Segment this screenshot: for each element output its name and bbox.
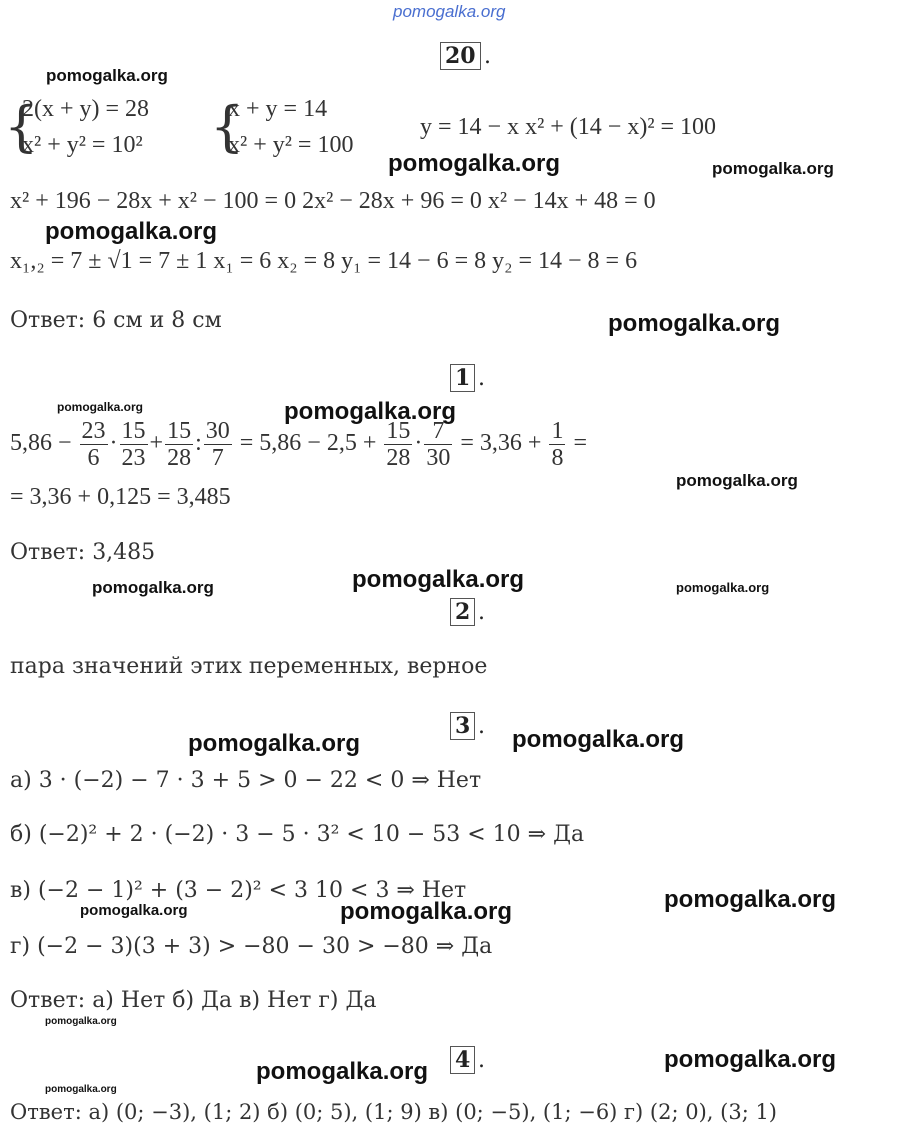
fraction [549, 418, 565, 471]
fraction-denominator: 6 [87, 445, 100, 471]
expr-mid: = 5,86 − 2,5 + [239, 430, 377, 457]
fraction [204, 418, 232, 471]
watermark: pomogalka.org [45, 1016, 117, 1027]
task-3-a: а) 3 · (−2) − 7 · 3 + 5 > 0 − 22 < 0 ⇒ Нет [10, 768, 482, 793]
task-3-c: в) (−2 − 1)² + (3 − 2)² < 3 10 < 3 ⇒ Нет [10, 878, 467, 903]
task-number-4: 4 [450, 1046, 475, 1074]
system-brace-1: { [4, 95, 39, 158]
top-watermark: pomogalka.org [393, 2, 506, 21]
task-number-20: 20 [440, 42, 481, 70]
task-3-b: б) (−2)² + 2 · (−2) · 3 − 5 · 3² < 10 − 53 < 10 ⇒ Да [10, 822, 585, 847]
answer-3: Ответ: а) Нет б) Да в) Нет г) Да [10, 988, 377, 1013]
op: : [195, 430, 202, 457]
fraction-numerator: 7 [424, 418, 452, 445]
system2-line1: x + y = 14 [228, 96, 328, 122]
answer-4: Ответ: а) (0; −3), (1; 2) б) (0; 5), (1; 9) в) (0; −5), (1; −6) г) (2; 0), (3; 1) [10, 1100, 777, 1124]
watermark: pomogalka.org [57, 400, 144, 414]
watermark: pomogalka.org [45, 1084, 117, 1095]
fraction-denominator: 8 [551, 445, 564, 471]
watermark: pomogalka.org [340, 898, 513, 925]
fraction-denominator: 28 [386, 445, 411, 471]
watermark: pomogalka.org [188, 730, 361, 757]
fraction-numerator: 30 [205, 418, 230, 444]
watermark: pomogalka.org [284, 398, 457, 425]
task-number-dot: . [478, 600, 485, 625]
task-2-text: пара значений этих переменных, верное [10, 654, 488, 679]
equation-substitution: y = 14 − x x² + (14 − x)² = 100 [420, 114, 717, 140]
expr-mid2: = 3,36 + [460, 430, 542, 457]
fraction-denominator: 7 [211, 445, 224, 471]
task-number-dot: . [478, 366, 485, 391]
expression-result: = 3,36 + 0,125 = 3,485 [10, 484, 231, 510]
system1-line1: 2(x + y) = 28 [22, 96, 150, 122]
answer-1: Ответ: 3,485 [10, 540, 156, 565]
task-number-3: 3 [450, 712, 475, 740]
watermark: pomogalka.org [664, 1046, 837, 1073]
watermark: pomogalka.org [608, 310, 781, 337]
answer-20: Ответ: 6 см и 8 см [10, 308, 222, 333]
task-number-dot: . [478, 1048, 485, 1073]
watermark: pomogalka.org [352, 566, 525, 593]
expr-lead: 5,86 − [10, 430, 72, 457]
op: · [414, 430, 423, 457]
equation-expanded: x² + 196 − 28x + x² − 100 = 0 2x² − 28x + 96 = 0 x² − 14x + 48 = 0 [10, 188, 656, 214]
fraction-numerator: 15 [121, 418, 146, 444]
system2-line2: x² + y² = 100 [228, 132, 354, 158]
task-number-dot: . [484, 44, 491, 69]
task-number-2: 2 [450, 598, 475, 626]
watermark: pomogalka.org [80, 902, 188, 919]
watermark: pomogalka.org [664, 886, 837, 913]
watermark: pomogalka.org [256, 1058, 429, 1085]
fraction [80, 418, 108, 471]
op: · [109, 430, 118, 457]
watermark: pomogalka.org [388, 150, 561, 177]
fraction-numerator: 1 [551, 418, 564, 444]
op: + [149, 430, 164, 457]
watermark: pomogalka.org [676, 580, 770, 595]
watermark: pomogalka.org [676, 471, 798, 490]
fraction-numerator: 23 [81, 418, 106, 444]
fraction-numerator: 15 [386, 418, 411, 444]
expr-tail: = [573, 430, 587, 457]
fraction-numerator: 15 [167, 418, 192, 444]
watermark: pomogalka.org [92, 578, 214, 597]
watermark: pomogalka.org [45, 218, 218, 245]
task-number-dot: . [478, 714, 485, 739]
fraction-denominator: 23 [121, 445, 146, 471]
system1-line2: x² + y² = 10² [22, 132, 143, 158]
system-brace-2: { [210, 95, 245, 158]
watermark: pomogalka.org [46, 66, 168, 85]
task-number-1: 1 [450, 364, 475, 392]
watermark: pomogalka.org [712, 159, 834, 178]
fraction-denominator: 30 [426, 445, 451, 471]
fraction [165, 418, 193, 471]
task-3-d: г) (−2 − 3)(3 + 3) > −80 − 30 > −80 ⇒ Да [10, 934, 493, 959]
fraction [120, 418, 148, 471]
watermark: pomogalka.org [512, 726, 685, 753]
fraction-denominator: 28 [167, 445, 192, 471]
equation-roots: x₁,₂ = 7 ± √1 = 7 ± 1 x₁ = 6 x₂ = 8 y₁ = 14 − 6 = 8 y₂ = 14 − 8 = 6 [10, 248, 638, 274]
